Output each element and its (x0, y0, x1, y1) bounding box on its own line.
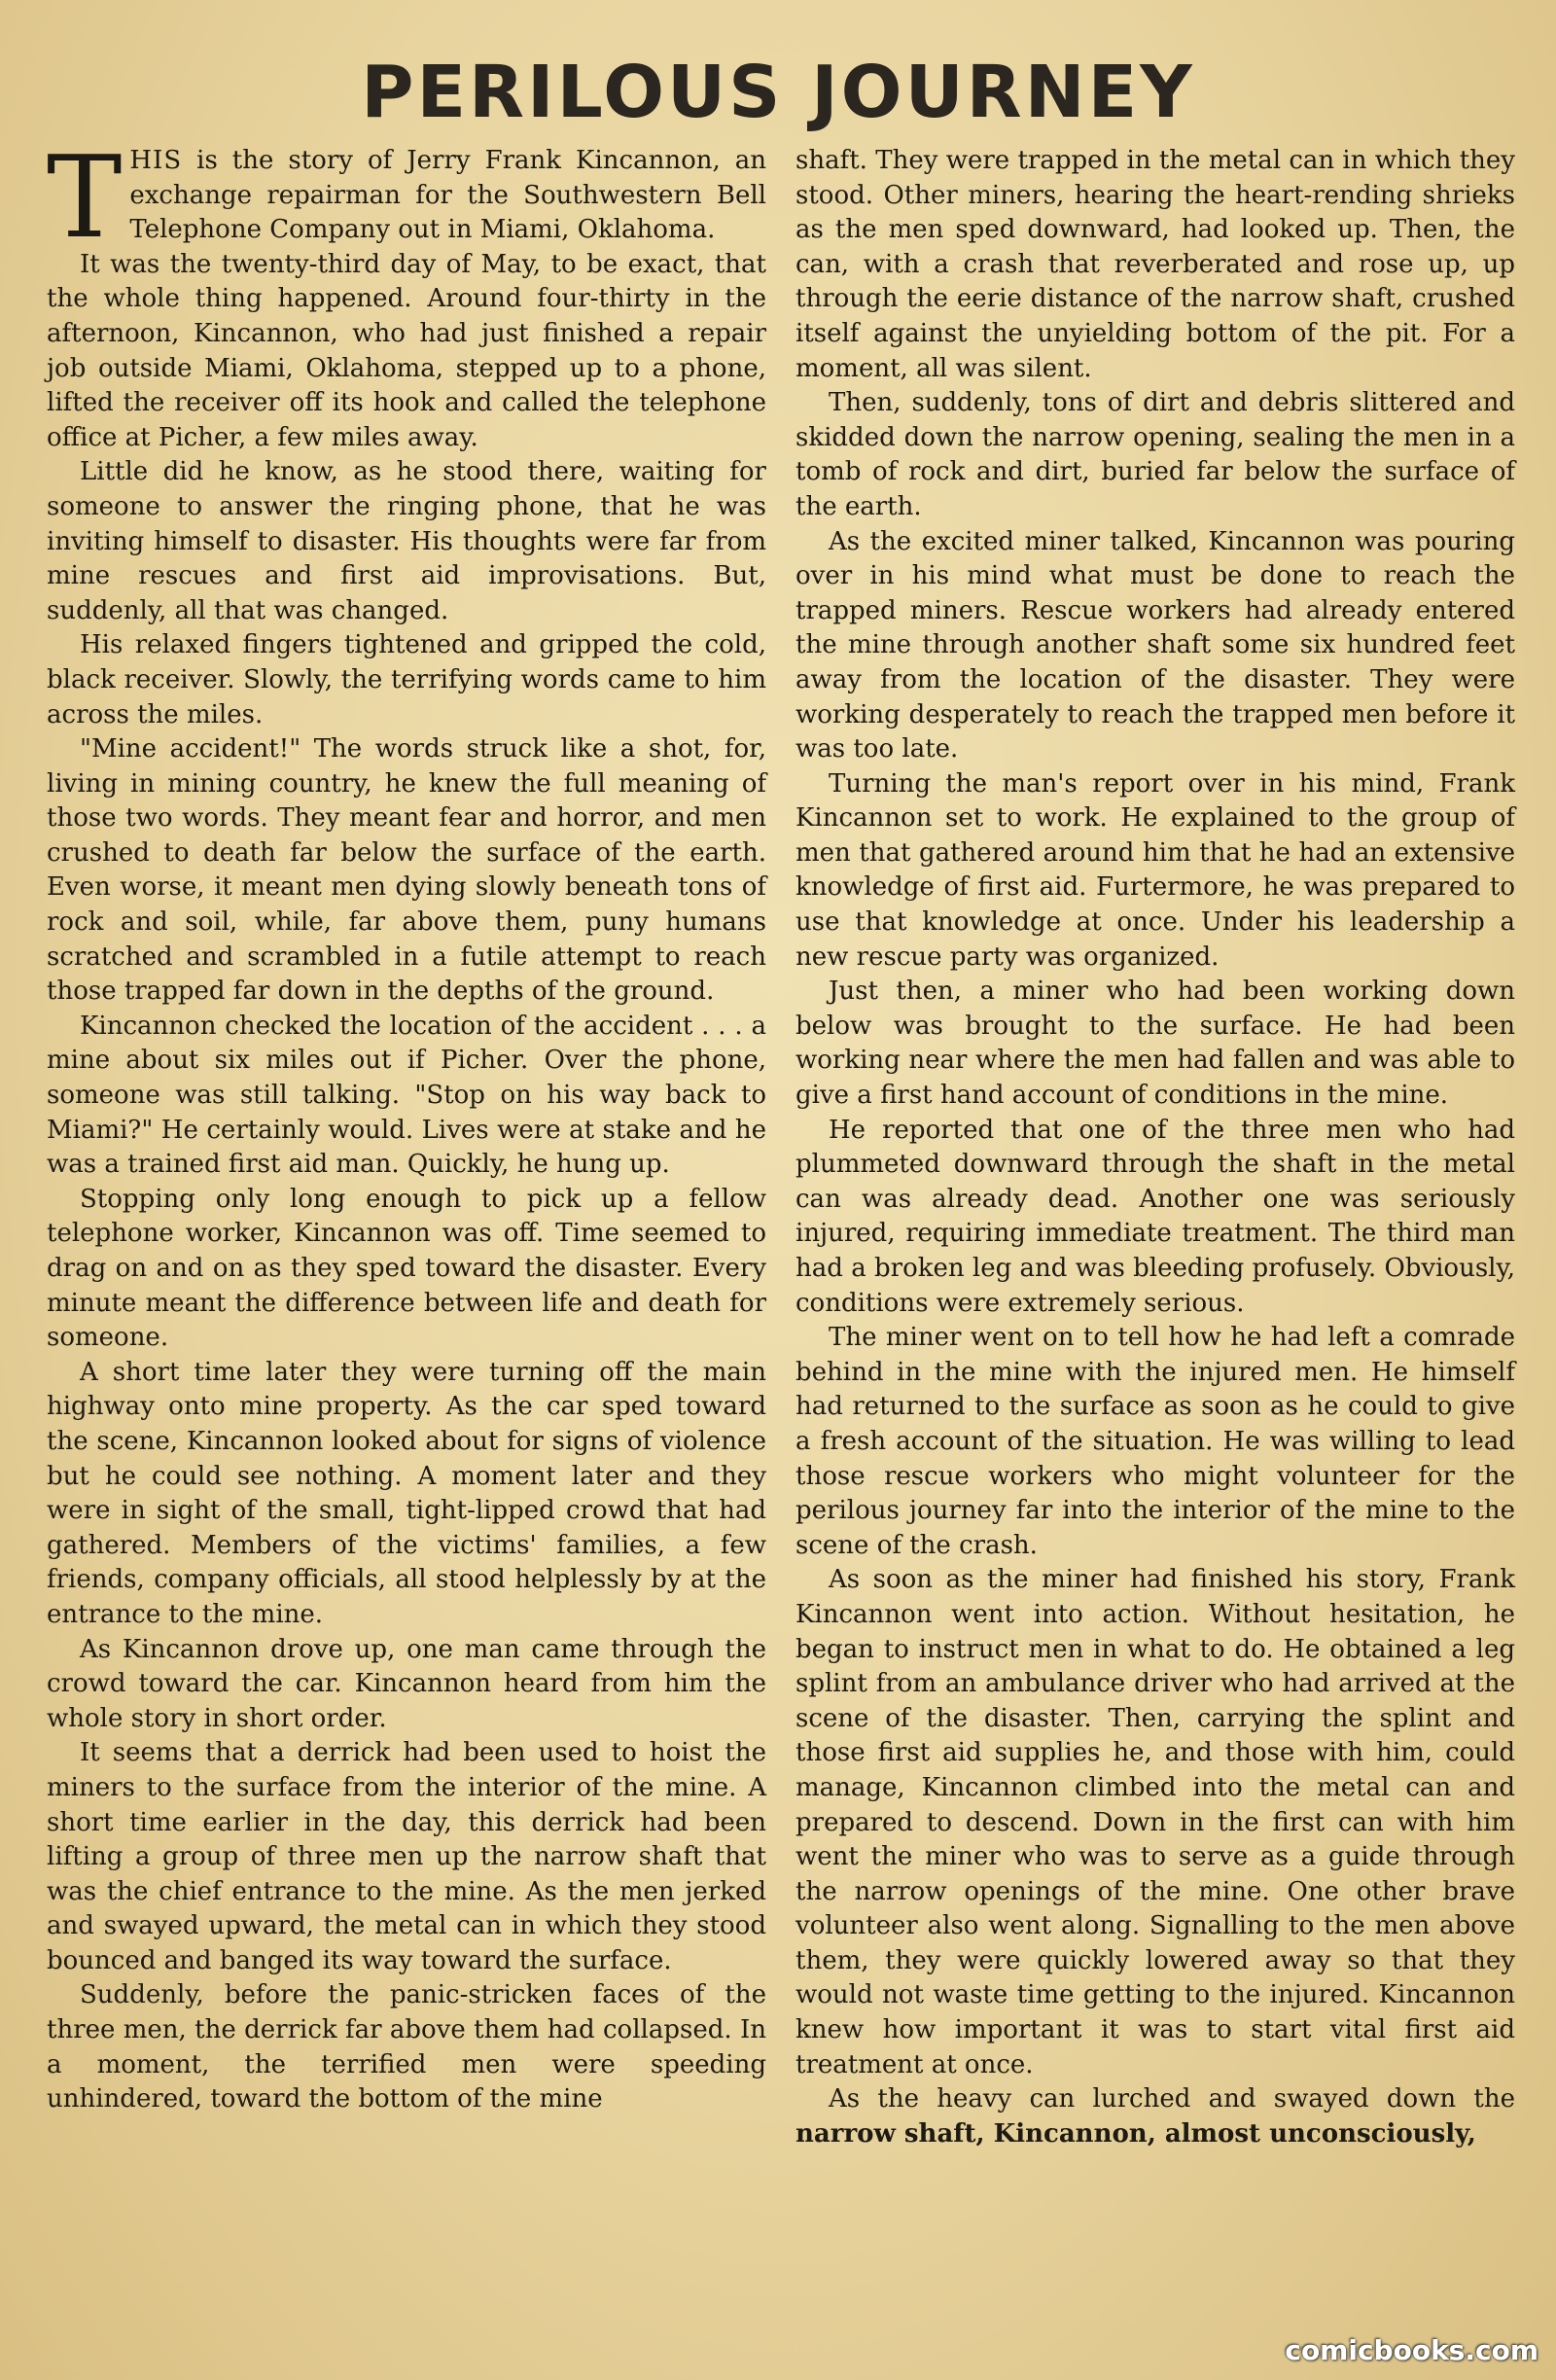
paragraph-10: It seems that a derrick had been used to hoist the miners to the surface from the interior of the mine. A short time earlier in the day, this derrick had been lifting a group of three men up the narrow shaft that was the chief entrance to the mine. As the men jerked and swayed upward, the metal can in which they stood bounced and banged its way toward the surface. (47, 1738, 766, 1975)
paragraph-8: A short time later they were turning off the main highway onto mine property. As the car sped toward the scene, Kincannon looked about for signs of violence but he could see nothing. A moment later and they were in sight of the small, tight-lipped crowd that had gathered. Members of the victims' families, a few friends, company officials, all stood helplessly by at the entrance to the mine. (47, 1357, 766, 1629)
drop-cap: T (47, 132, 123, 264)
right-column (796, 144, 1515, 2151)
paragraph-3: Little did he know, as he stood there, waiting for someone to answer the ringing phone, that he was inviting himself to disaster. His thoughts were far from mine rescues and first aid improvisations. But, suddenly, all that was changed. (47, 457, 766, 625)
paragraph-14: As the excited miner talked, Kincannon was pouring over in his mind what must be done to reach the trapped miners. Rescue workers had already entered the mine through another shaft some six hundred feet away from the location of the disaster. They were working desperately to reach the trapped men before it was too late. (796, 526, 1515, 764)
paragraph-4: His relaxed fingers tightened and gripped the cold, black receiver. Slowly, the terrifying words came to him across the miles. (47, 630, 766, 729)
article-title: PERILOUS JOURNEY (361, 51, 1195, 134)
watermark: comicbooks.com (1285, 2334, 1538, 2366)
paragraph-6: Kincannon checked the location of the accident . . . a mine about six miles out if Picher. Over the phone, someone was still talking. "Stop on his way back to Miami?" He certainly would. Lives were at stake and he was a trained first aid man. Quickly, he hung up. (47, 1011, 766, 1180)
paragraph-13: Then, suddenly, tons of dirt and debris slittered and skidded down the narrow opening, sealing the men in a tomb of rock and dirt, buried far below the surface of the earth. (796, 388, 1515, 521)
paragraph-2: It was the twenty-third day of May, to be exact, that the whole thing happened. Around four-thirty in the afternoon, Kincannon, who had just finished a repair job outside Miami, Oklahoma, stepped up to a phone, lifted the receiver off its hook and called the telephone office at Picher, a few miles away. (47, 249, 766, 452)
paragraph-1 (47, 132, 766, 264)
paragraph-19: As soon as the miner had finished his story, Frank Kincannon went into action. Without hesitation, he began to instruct men in what to do. He obtained a leg splint from an ambulance driver who had arrived at the scene of the disaster. Then, carrying the splint and those first aid supplies he, and those with him, could manage, Kincannon climbed into the metal can and prepared to descend. Down in the first can with him went the miner who was to serve as a guide through the narrow openings of the mine. One other brave volunteer also went along. Signalling to the men above them, they were quickly lowered away so that they would not waste time getting to the injured. Kincannon knew how important it was to start vital first aid treatment at once. (796, 1565, 1515, 2079)
paragraph-1-text: is the story of Jerry Frank Kincannon, an exchange repairman for the Southwestern Bell Telephone Company out in Miami, Oklahoma. (129, 146, 766, 245)
left-column (47, 132, 766, 2117)
paragraph-16: Just then, a miner who had been working down below was brought to the surface. He had been working near where the men had fallen and was able to give a first hand account of conditions in the mine. (796, 977, 1515, 1111)
paragraph-20-bold-text: narrow shaft, Kincannon, almost unconsciously, (796, 2118, 1476, 2149)
paragraph-18: The miner went on to tell how he had left a comrade behind in the mine with the injured men. He himself had returned to the surface as soon as he could to give a fresh account of the situation. He was willing to lead those rescue workers who might volunteer for the perilous journey far into the interior of the mine to the scene of the crash. (796, 1323, 1515, 1560)
paragraph-5: "Mine accident!" The words struck like a shot, for, living in mining country, he knew the full meaning of those two words. They meant fear and horror, and men crushed to death far below the surface of the earth. Even worse, it meant men dying slowly beneath tons of rock and soil, while, far above them, puny humans scratched and scrambled in a futile attempt to reach those trapped far down in the depths of the ground. (47, 734, 766, 1007)
paragraph-20 (796, 2082, 1515, 2151)
paragraph-12: shaft. They were trapped in the metal can in which they stood. Other miners, hearing the heart-rending shrieks as the men sped downward, had looked up. Then, the can, with a crash that reverberated and rose up, up through the eerie distance of the narrow shaft, crushed itself against the unyielding bottom of the pit. For a moment, all was silent. (796, 146, 1515, 383)
paragraph-11: Suddenly, before the panic-stricken faces of the three men, the derrick far above them had collapsed. In a moment, the terrified men were speeding unhindered, toward the bottom of the mine (47, 1980, 766, 2114)
paragraph-7: Stopping only long enough to pick up a fellow telephone worker, Kincannon was off. Time seemed to drag on and on as they sped toward the disaster. Every minute meant the difference between life and death for someone. (47, 1184, 766, 1353)
opening-caps: HIS (129, 146, 183, 175)
paragraph-17: He reported that one of the three men who had plummeted downward through the shaft in the metal can was already dead. Another one was seriously injured, requiring immediate treatment. The third man had a broken leg and was bleeding profusely. Obviously, conditions were extremely serious. (796, 1115, 1515, 1318)
paragraph-20-text: As the heavy can lurched and swayed down the (829, 2084, 1515, 2114)
paragraph-15: Turning the man's report over in his mind, Frank Kincannon set to work. He explained to the group of men that gathered around him that he had an extensive knowledge of first aid. Furtermore, he was prepared to use that knowledge at once. Under his leadership a new rescue party was organized. (796, 768, 1515, 972)
paragraph-9: As Kincannon drove up, one man came through the crowd toward the car. Kincannon heard from him the whole story in short order. (47, 1634, 766, 1733)
